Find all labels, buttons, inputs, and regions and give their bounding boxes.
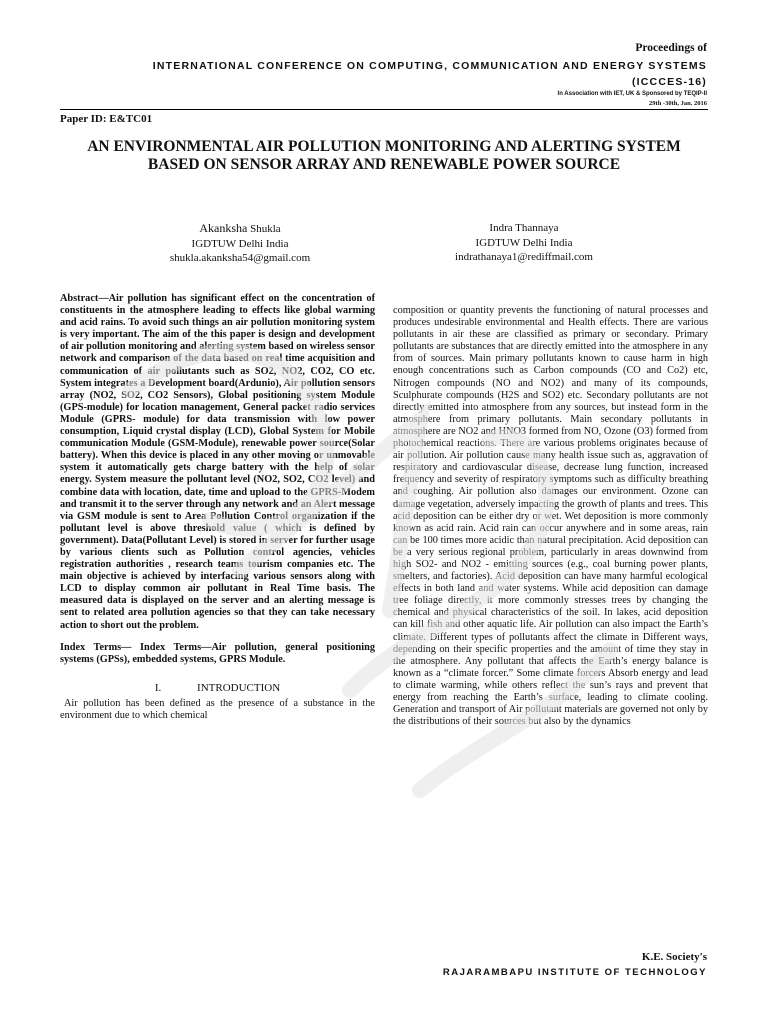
- header-conference-name: INTERNATIONAL CONFERENCE ON COMPUTING, COMMUNICATION AND ENERGY SYSTEMS: [152, 60, 707, 72]
- section-heading: I. INTRODUCTION: [154, 681, 281, 694]
- author-block-1: [90, 221, 390, 266]
- author-affiliation: IGDTUW Delhi India: [475, 236, 573, 249]
- header-proceedings: Proceedings of: [635, 42, 707, 54]
- header-date: 29th -30th, Jan. 2016: [649, 100, 707, 107]
- index-terms: Index Terms— Index Terms—Air pollution, general positioning systems (GPSs), embedded systems, GPRS Module.: [60, 641, 375, 665]
- header-rule: [60, 109, 708, 110]
- author-email: indrathanaya1@rediffmail.com: [455, 251, 593, 263]
- paper-title: AN ENVIRONMENTAL AIR POLLUTION MONITORING AND ALERTING SYSTEM BASED ON SENSOR ARRAY AND RENEWABLE POWER SOURCE: [87, 138, 681, 173]
- footer-institute: RAJARAMBAPU INSTITUTE OF TECHNOLOGY: [442, 967, 707, 978]
- paper-id: Paper ID: E&TC01: [60, 113, 153, 125]
- author-name: Indra Thannaya: [489, 222, 559, 234]
- header-association: In Association with IET, UK & Sponsored by TEQIP-II: [557, 91, 707, 97]
- abstract: Abstract—Air pollution has significant effect on the concentration of constituents in the atmosphere leading to effects like global warming and acid rains. To avoid such things an air pollution monitoring system is very important. The aim of the this paper is design and development of air pollution monitoring and alerting system based on wireless sensor network and comparison of the data based on real time acquisition and communication of air pollutants such as SO2, NO2, CO2, CO etc. System integrates a Development board(Ardunio), Air pollution sensors array (NO2, SO2, CO2 Sensors), Global positioning system Module (GPS-module) for location management, General packet radio services Module (GPRS- module) for data transmission with low power consumption, Liquid crystal display (LCD), Global System for Mobile communication Module (GSM-Module), renewable power source(Solar battery). When this device is placed in any other moving or unmovable system it automatically gets charge battery with the help of solar energy. System measure the pollutant level (NO2, SO2, CO2 level) and combine data with location, date, time and upload to the GPRS-Modem and transmit it to the server through any network and an Alert message via GSM module is sent to Area Pollution Control organization if the pollutant level is above threshold value ( which is defined by government). Data(Pollutant Level) is stored in server for further usage by various clients such as Pollution control agencies, vehicles registration authorities , research teams tourism companies etc. The main objective is achieved by interfacing various sensors along with LCD to display common air pollutant in Real Time basis. The measured data is displayed on the server and an alerting message is sent to related area pollution agencies so that they can take necessary action to short out the problem.: [60, 293, 375, 631]
- header-conference-abbr: (ICCCES-16): [631, 76, 707, 88]
- author-affiliation: IGDTUW Delhi India: [191, 237, 289, 250]
- left-column: [60, 293, 375, 722]
- intro-paragraph-continued: composition or quantity prevents the functioning of natural processes and produces undesirable environmental and Health effects. There are various pollutants in air these are classified as primary or secondary. Primary pollutants are substances that are directly emitted into the atmosphere in any from of sources. Main primary pollutants known to cause harm in high enough concentrations such as Carbon compounds (CO and Co2) etc, Nitrogen compounds (NO and NO2) and many of its compounds, Sculphurate compounds (H2S and SO2) etc. Secondary pollutants are not directly emitted into atmosphere from any sources, but instead form in the atmosphere from primary pollutants. Main secondary pollutants in atmosphere are NO2 and HNO3 formed from NO, Ozone (O3) formed from photochemical reactions. There are various problems originates because of air pollution. Air pollution cause many health issue such as, aggravation of respiratory and cardiovascular disease, decrease lung function, increased frequency and severity of respiratory symptoms such as difficulty breathing and coughing. Air pollution also damages our environment. Ozone can damage vegetation, adversely impacting the growth of plants and trees. This acid deposition can be either dry or wet. Wet deposition is more commonly known as acid rain. Acid rain can occur anywhere and in some areas, rain can be 100 times more acidic than natural precipitation. Acid deposition can be a very serious regional problem, particularly in areas downwind from high SO2- and NO2 - emitting sources (e.g., coal burning power plants, smelters, and factories). Acid deposition can have many harmful ecological effects in both land and water systems. While acid deposition can damage tree foliage directly, it more commonly stresses trees by changing the chemical and physical characteristics of the soil. In lakes, acid deposition can kill fish and other aquatic life. Air pollution can also impact the Earth’s climate. Different types of pollutants affect the climate in Different ways, depending on their specific properties and the amount of time they stay in the atmosphere. Any pollutant that affects the Earth’s energy balance is known as a “climate forcer.” Some climate forcers Absorb energy and lead to climate warming, while others reflect the sun’s rays and prevent that energy from reaching the Earth’s surface, leading to climate cooling. Generation and transport of Air pollutant materials are governed not only by the distributions of their sources but also by the dynamics: [393, 305, 708, 728]
- author-block-2: [374, 221, 674, 265]
- right-column: [393, 305, 708, 728]
- footer-society: K.E. Society's: [641, 951, 707, 963]
- author-email: shukla.akanksha54@gmail.com: [169, 252, 311, 264]
- author-name: Akanksha Shukla: [199, 221, 281, 235]
- intro-paragraph-start: Air pollution has been defined as the presence of a substance in the environment due to which chemical: [60, 697, 375, 721]
